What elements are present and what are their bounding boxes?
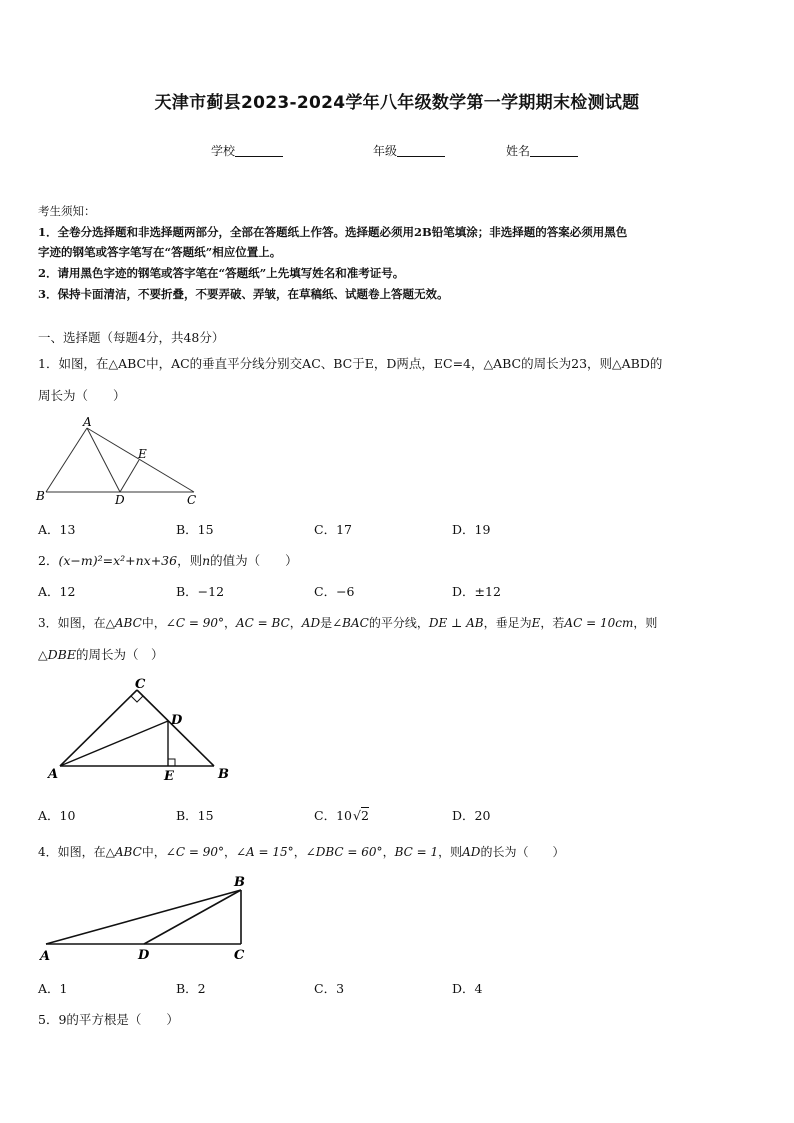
q3-figure [40, 672, 240, 784]
notice-item-3: 3．保持卡面清洁，不要折叠，不要弄破、弄皱，在草稿纸、试题卷上答题无效。 [38, 287, 449, 301]
q3-option-d: D．20 [452, 808, 491, 823]
q3-label-c: C [135, 677, 146, 692]
q3-m8: AC = 10cm [564, 616, 634, 630]
q3-t7: ，垂足为 [483, 616, 532, 630]
q3-option-c-label: C．10 [314, 808, 352, 823]
q4-t7: 的长为（ ） [480, 845, 565, 859]
q4-segment-ab [46, 890, 241, 944]
q4-option-a: A．1 [38, 981, 68, 996]
q1-label-b: B [36, 489, 45, 503]
q3-triangle-dbe: △DBE [38, 647, 76, 662]
q2-suffix: 的值为（ ） [210, 553, 298, 568]
q3-right-angle-e [168, 759, 175, 766]
q1-segment-ab [46, 428, 87, 492]
q3-segment-cb [137, 690, 214, 766]
q5-text: 5．9的平方根是（ ） [38, 1012, 179, 1027]
sqrt-icon: √ [352, 808, 361, 823]
q1-label-d: D [115, 493, 125, 507]
q3-option-c-radicand: 2 [360, 808, 369, 823]
school-label: 学校 [211, 144, 236, 158]
notice-item-1-line-2: 字迹的钢笔或答字笔写在“答题纸”相应位置上。 [38, 245, 282, 259]
q3-m1: △ABC [105, 616, 142, 630]
q1-option-d: D．19 [452, 522, 491, 537]
notice-item-1-line-1: 1．全卷分选择题和非选择题两部分，全部在答题纸上作答。选择题必须用2B铅笔填涂；非选择题的答案必须用黑色 [38, 225, 628, 239]
notice-item-2: 2．请用黑色字迹的钢笔或答字笔在“答题纸”上先填写姓名和准考证号。 [38, 266, 405, 280]
grade-label: 年级 [373, 144, 398, 158]
q3-t2: 中， [141, 616, 166, 630]
q2-variable: n [202, 553, 211, 568]
q1-option-b: B．15 [176, 522, 214, 537]
q3-t5: 是 [320, 616, 333, 630]
q4-t6: ，则 [438, 845, 463, 859]
grade-blank [397, 144, 445, 157]
q3-t4: ， [289, 616, 302, 630]
q4-t4: ， [293, 845, 306, 859]
q4-option-c: C．3 [314, 981, 345, 996]
q3-m7: E [531, 616, 541, 630]
q3-segment-ad [60, 721, 168, 766]
q2-option-a: A．12 [38, 584, 76, 599]
q4-label-b: B [234, 875, 245, 890]
q3-t8: ，若 [540, 616, 565, 630]
q4-label-d: D [138, 948, 150, 963]
q3-label-a: A [48, 767, 59, 782]
name-blank [530, 144, 578, 157]
grade-field [373, 142, 445, 159]
q4-label-c: C [234, 948, 245, 963]
q3-option-a: A．10 [38, 808, 76, 823]
q3-t9: ，则 [633, 616, 658, 630]
school-blank [235, 144, 283, 157]
q4-m1: △ABC [105, 845, 142, 859]
q3-segment-ac [60, 690, 137, 766]
q3-t3: ， [223, 616, 236, 630]
q3-label-b: B [218, 767, 229, 782]
q2-option-d: D．±12 [452, 584, 501, 599]
q4-t3: ， [223, 845, 236, 859]
q4-text [38, 843, 564, 860]
name-label: 姓名 [506, 144, 531, 158]
page-title: 天津市蓟县2023-2024学年八年级数学第一学期期末检测试题 [154, 93, 640, 113]
q3-option-c [314, 806, 369, 824]
q4-option-d: D．4 [452, 981, 483, 996]
q4-m3: ∠A = 15° [236, 845, 294, 859]
q4-label-a: A [40, 949, 51, 964]
q4-m6: AD [462, 845, 481, 859]
q3-m5: ∠BAC [332, 616, 369, 630]
q3-label-e: E [164, 769, 174, 784]
q4-m2: ∠C = 90° [165, 845, 224, 859]
q1-label-c: C [187, 493, 197, 507]
q3-right-angle-c [131, 696, 143, 702]
notice-heading: 考生须知： [38, 204, 96, 218]
q1-option-a: A．13 [38, 522, 76, 537]
q3-label-d: D [171, 713, 183, 728]
q2-middle: ，则 [177, 553, 203, 568]
section-heading: 一、选择题（每题4分，共48分） [38, 330, 225, 345]
q4-m4: ∠DBC = 60° [305, 845, 383, 859]
q1-segment-de [120, 460, 139, 492]
school-field [211, 142, 283, 159]
q4-segment-bd [144, 890, 241, 944]
q1-text-line-1: 1．如图，在△ABC中，AC的垂直平分线分别交AC、BC于E，D两点，EC=4，△ABC的周长为23，则△ABD的 [38, 356, 663, 371]
q1-text-line-2: 周长为（ ） [38, 388, 126, 403]
q3-m3: AC = BC [236, 616, 290, 630]
q1-label-a: A [83, 415, 92, 429]
q3-text-line-1 [38, 614, 657, 631]
q1-figure [30, 412, 210, 508]
q3-line-2-text: 的周长为（ ） [75, 647, 164, 662]
q3-option-b: B．15 [176, 808, 214, 823]
q4-m5: BC = 1 [394, 845, 439, 859]
q4-t2: 中， [141, 845, 166, 859]
q3-t1: 3．如图，在 [38, 616, 106, 630]
q3-m6: DE ⊥ AB [428, 616, 484, 630]
name-field [506, 142, 578, 159]
q4-t1: 4．如图，在 [38, 845, 106, 859]
q1-label-e: E [138, 447, 147, 461]
q2-prefix: 2． [38, 553, 59, 568]
q3-t6: 的平分线， [368, 616, 429, 630]
q3-m2: ∠C = 90° [165, 616, 224, 630]
q2-expression: (x−m)²=x²+nx+36 [58, 553, 178, 568]
q2-text [38, 551, 298, 569]
q4-t5: ， [382, 845, 395, 859]
q2-option-b: B．−12 [176, 584, 225, 599]
q3-m4: AD [301, 616, 321, 630]
q2-option-c: C．−6 [314, 584, 355, 599]
q3-text-line-2 [38, 645, 163, 663]
q4-option-b: B．2 [176, 981, 206, 996]
q1-option-c: C．17 [314, 522, 352, 537]
q4-figure [36, 872, 266, 968]
